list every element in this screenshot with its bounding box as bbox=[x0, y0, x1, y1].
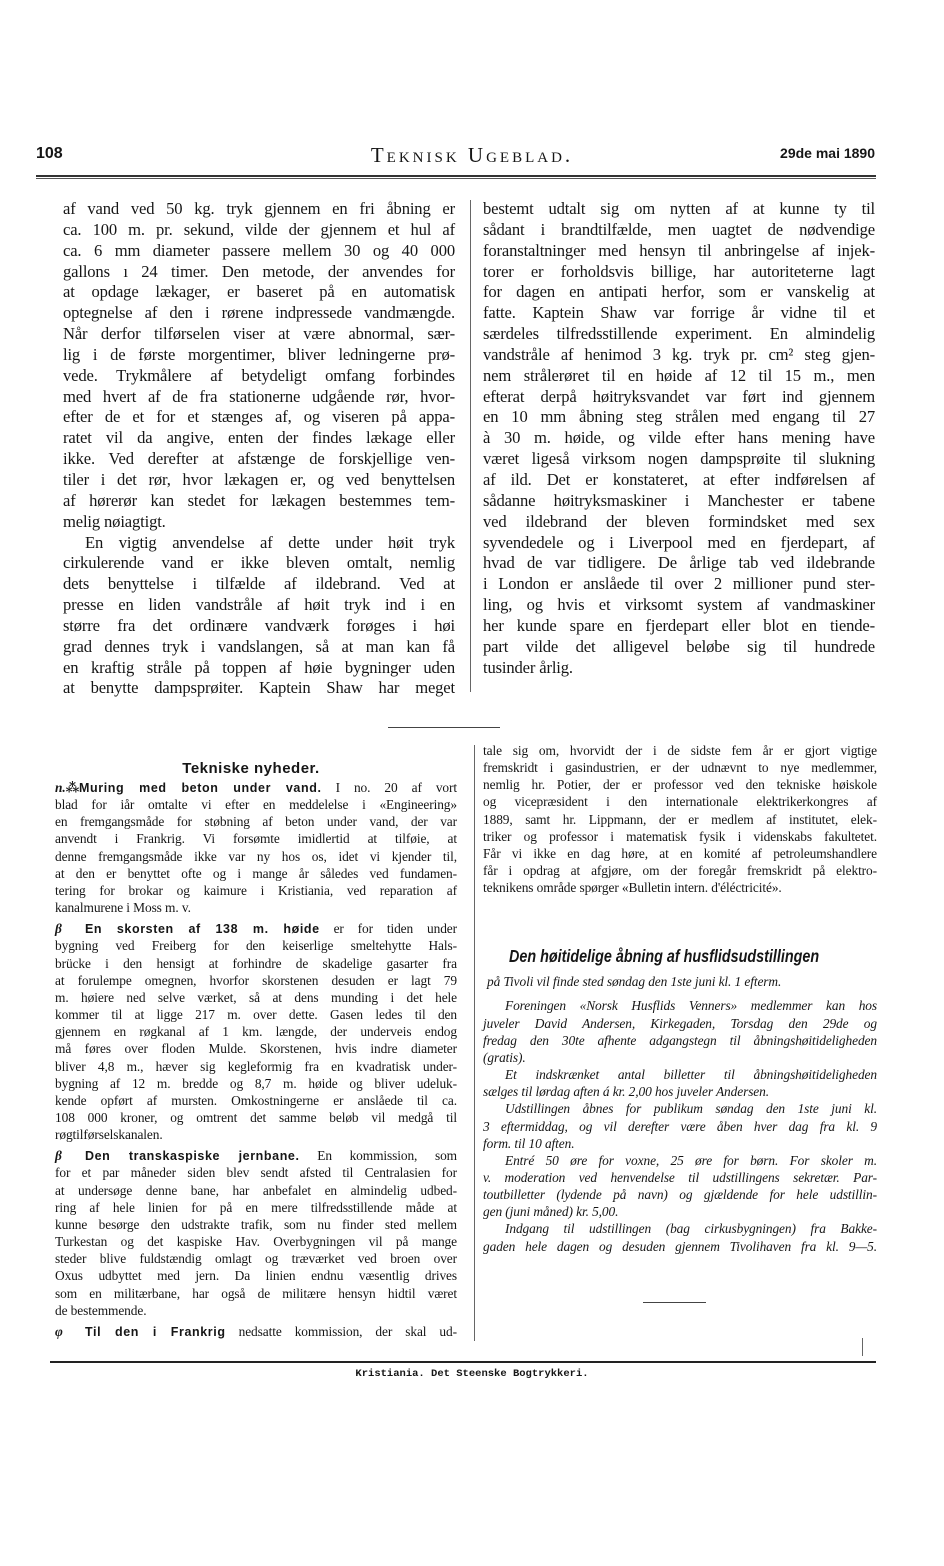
text-line: fredag den 30te afhente adgangstegn til åbningshøitideligheden bbox=[483, 1032, 877, 1048]
text-line: nem strålerøret til en høide af 12 til 15 m., men bbox=[483, 365, 875, 385]
text-line: været ligeså virksom nogen dampsprøite til slukning bbox=[483, 449, 875, 469]
text-line: efter de et for et stænges af, og viseren på appa- bbox=[63, 407, 455, 427]
text-line: af vand ved 50 kg. tryk gjennem en fri åbning er bbox=[63, 199, 455, 218]
text-line: ring af hele linien for på en mere tilfredsstillende måde at bbox=[55, 1199, 457, 1215]
text-line: at benytte dampsprøiter. Kaptein Shaw har meget bbox=[63, 678, 455, 698]
text-line: røgtilførselskanalen. bbox=[55, 1127, 163, 1143]
text-line: i London er anslåede til over 2 millioner pund ster- bbox=[483, 574, 875, 594]
text-line: Et indskrænket antal billetter til åbningshøitideligheden bbox=[505, 1067, 877, 1083]
text-line: ca. 100 m. pr. sekund, vilde der gjennem et hul af bbox=[63, 219, 455, 239]
paragraph bbox=[63, 199, 455, 533]
news-item-first-line bbox=[55, 1323, 457, 1340]
news-items bbox=[55, 779, 457, 1340]
text-line: fremskridt i gasindustrien, er der udnævnt to nye medlemmer, bbox=[483, 760, 877, 776]
text-line: må føres over floden Mulde. Skorstenen, hvis indre diameter bbox=[55, 1041, 457, 1057]
announcement-paragraph bbox=[483, 1100, 877, 1151]
text-line: gjennem en røgkanal af 1 km. længde, der underveis endog bbox=[55, 1024, 457, 1040]
text-line: af ild. Det er konstateret, at efter indførelsen af bbox=[483, 469, 875, 489]
top-right-column bbox=[483, 199, 875, 678]
text-line: form. til 10 aften. bbox=[483, 1135, 575, 1151]
text-line: bestemt udtalt sig om nytten af at kunne ty til bbox=[483, 199, 875, 218]
text-line: En vigtig anvendelse af dette under høit tryk bbox=[85, 532, 455, 552]
text-line: (gratis). bbox=[483, 1049, 526, 1065]
text-line: sådanne høitryksmaskiner i Manchester er tabene bbox=[483, 490, 875, 510]
news-item bbox=[55, 1147, 457, 1319]
news-column bbox=[55, 760, 457, 1340]
text-line: fatte. Kaptein Shaw var forrige år vidne til et bbox=[483, 303, 875, 323]
text-line: brücke i den hensigt at forhindre de skadelige gasarter fra bbox=[55, 955, 457, 971]
printer-imprint: Kristiania. Det Steenske Bogtrykkeri. bbox=[355, 1368, 589, 1380]
text-line: v. moderation ved henvendelse til udstillingens sekretær. Par- bbox=[483, 1169, 877, 1185]
text-line: kunne besørge den udstrakte trafik, som nu finder sted mellem bbox=[55, 1216, 457, 1232]
header-rule bbox=[36, 175, 876, 179]
text-line: de bestemmende. bbox=[55, 1302, 147, 1318]
text-line: kanalmurene i Moss m. v. bbox=[55, 900, 191, 916]
text-line: 108 000 kroner, og omtrent det samme beløb vil medgå til bbox=[55, 1109, 457, 1125]
text-line: dets benyttelse i tilfælde af ildebrand. Ved at bbox=[63, 574, 455, 594]
text-line: for et par måneder siden blev sendt afsted til Centralasien for bbox=[55, 1165, 457, 1181]
announcement-paragraph bbox=[483, 1220, 877, 1254]
text-line: torer er forholdsvis billige, har autoriteterne lagt bbox=[483, 261, 875, 281]
page-number: 108 bbox=[36, 145, 63, 162]
text-line: Får vi ikke en dag høre, at en komité af petroleumshandlere bbox=[483, 845, 877, 861]
text-line: her kunde spare en fjerdepart eller blot en tiende- bbox=[483, 615, 875, 635]
text-line: m. høiere ned selve værket, så at dens munding i det hele bbox=[55, 989, 457, 1005]
text-line: cirkulerende vand er ikke bleven omtalt, nemlig bbox=[63, 553, 455, 573]
text-line: bliver 4,8 m., hæver sig kegleformig fra en kvadratisk under- bbox=[55, 1058, 457, 1074]
text-line: à 30 m. høide, og vilde efter hans mening have bbox=[483, 428, 875, 448]
text-line: tiler i det rør, hvor lækagen er, og ved benyttelsen bbox=[63, 469, 455, 489]
news-item-heading: Den transkaspiske jernbane. bbox=[85, 1149, 300, 1164]
paragraph bbox=[483, 742, 877, 896]
text-line: teknikens område spørger «Bulletin intern. d'éléctricité». bbox=[483, 880, 782, 896]
text-line: 3 eftermiddag, og vil derefter være åben hver dag fra kl. 9 bbox=[483, 1118, 877, 1134]
news-item-heading: En skorsten af 138 m. høide bbox=[85, 922, 320, 937]
text-line: part vilde det alligevel beløbe sig til hundrede bbox=[483, 636, 875, 656]
text-line: nemlig hr. Potier, der er professor ved den tekniske høiskole bbox=[483, 777, 877, 793]
text-line: optegnelse af den i rørene indpressede vandmængde. bbox=[63, 303, 455, 323]
text-line: kommer til at ligge 217 m. over dette. Gasen ledes til den bbox=[55, 1007, 457, 1023]
news-marker: β bbox=[55, 921, 62, 937]
news-item-heading: Muring med beton under vand. bbox=[79, 781, 322, 795]
news-item bbox=[55, 779, 457, 916]
paragraph bbox=[63, 533, 455, 700]
text-line: af hørerør kan stedet for lækagen bestemmes tem- bbox=[63, 490, 455, 510]
text-line: ca. 6 mm diameter passere mellem 30 og 40 000 bbox=[63, 240, 455, 260]
text-line: for dagen en antipati herfor, som er vanskelig at bbox=[483, 282, 875, 302]
announcement-body bbox=[483, 997, 877, 1254]
text-line: 1889, samt hr. Lippmann, der er medlem af institutet, elek- bbox=[483, 811, 877, 827]
text-line: hvad de var tidligere. De årlige tab ved ildebrande bbox=[483, 553, 875, 573]
text-line: lig i de første morgentimer, bliver ledningerne prø- bbox=[63, 344, 455, 364]
announcement-paragraph bbox=[483, 997, 877, 1066]
text-line: sælges til lørdag aften á kr. 2,00 hos juveler Andersen. bbox=[483, 1084, 769, 1100]
text-line: Entré 50 øre for voxne, 25 øre for børn. For skoler m. bbox=[505, 1152, 877, 1168]
top-left-column bbox=[63, 199, 455, 699]
text-line: og vicepræsident i den internationale elektrikerkongres af bbox=[483, 794, 877, 810]
news-item-text: En kommission, som bbox=[317, 1148, 457, 1164]
announcement-divider bbox=[643, 1302, 706, 1303]
text-line: at den er benyttet ofte og i mange år således ved fundamen- bbox=[55, 865, 457, 881]
text-line: denne fremgangsmåde ikke var ny hos os, idet vi kjender til, bbox=[55, 848, 457, 864]
text-line: tale sig om, hvorvidt der i de sidste fem år er gjort vigtige bbox=[483, 743, 877, 758]
news-item bbox=[55, 1323, 457, 1340]
column-rule bbox=[470, 200, 471, 692]
text-line: en fremgangsmåde for støbning af beton under vand, der var bbox=[55, 814, 457, 830]
news-marker: β bbox=[55, 1148, 62, 1164]
margin-mark bbox=[862, 1338, 863, 1356]
text-line: med hvert af de fra stationerne udgående rør, hvor- bbox=[63, 386, 455, 406]
text-line: en kraftig stråle på toppen af høie bygninger uden bbox=[63, 657, 455, 677]
text-line: får i opdrag at afgjøre, om der foregår fremskridt på elektro- bbox=[483, 863, 877, 879]
paragraph bbox=[483, 199, 875, 678]
text-line: juveler David Andersen, Kirkegaden, Torsdag den 29de og bbox=[483, 1015, 877, 1031]
text-line: melig nøiagtigt. bbox=[63, 511, 166, 531]
text-line: blad for iår omtalte vi efter en meddelelse i «Engineering» bbox=[55, 797, 457, 813]
news-item-text: nedsatte kommission, der skal ud- bbox=[238, 1323, 457, 1339]
text-line: særdeles tilfredsstillende experiment. En almindelig bbox=[483, 324, 875, 344]
news-item-first-line bbox=[55, 779, 457, 796]
news-marker: φ bbox=[55, 1323, 63, 1339]
text-line: tusinder årlig. bbox=[483, 657, 573, 677]
news-continuation bbox=[483, 742, 877, 896]
news-section-title: Tekniske nyheder. bbox=[182, 760, 320, 777]
text-line: ved ildebrand der bleven formindsket med sex bbox=[483, 511, 875, 531]
announcement-title: Den høitidelige åbning af husflidsudstillingen bbox=[509, 946, 820, 967]
announcement-paragraph bbox=[483, 1066, 877, 1100]
text-line: Når derfor tilførselen viser at være abnormal, sær- bbox=[63, 324, 455, 344]
footer-rule bbox=[50, 1361, 876, 1363]
text-line: Indgang til udstillingen (bag cirkusbygningen) fra Bakke- bbox=[505, 1221, 877, 1237]
text-line: toutbilletter (lydende på navn) og gjældende for hele udstillin- bbox=[483, 1187, 877, 1203]
news-item-first-line bbox=[55, 1147, 457, 1164]
column-rule-bottom bbox=[474, 745, 475, 1341]
text-line: en 10 mm åbning steg strålen med engang til 27 bbox=[483, 407, 875, 427]
text-line: efterat derpå høitryksvandet var ført ind gjennem bbox=[483, 386, 875, 406]
text-line: triker og professor i matematisk fysik i videnskabs fakultetet. bbox=[483, 828, 877, 844]
text-line: Turkestan og det kaspiske Hav. Overbygningen vil på mange bbox=[55, 1234, 457, 1250]
text-line: syvendedele og i Liverpool med en fjerdepart, af bbox=[483, 532, 875, 552]
text-line: bygning af 12 m. bredde og 8,7 m. høide og bliver udeluk- bbox=[55, 1075, 457, 1091]
announcement-paragraph bbox=[483, 1152, 877, 1221]
announcement-subtitle: på Tivoli vil finde sted søndag den 1ste juni kl. 1 efterm. bbox=[487, 974, 782, 990]
text-line: at opdage lækager, er baseret på en automatisk bbox=[63, 282, 455, 302]
text-line: som en militærbane, har også de militære hensyn hidtil været bbox=[55, 1285, 457, 1301]
news-item-heading: Til den i Frankrig bbox=[85, 1324, 226, 1339]
text-line: gen (juni måned) kr. 5,00. bbox=[483, 1204, 619, 1220]
text-line: Udstillingen åbnes for publikum søndag den 1ste juni kl. bbox=[505, 1101, 877, 1117]
news-continuation-column bbox=[483, 742, 877, 1255]
text-line: at undersøge denne bane, har anbefalet en almindelig udbed- bbox=[55, 1182, 457, 1198]
news-item-first-line bbox=[55, 920, 457, 937]
text-line: vandstråle af henimod 3 kg. tryk pr. cm² steg gjen- bbox=[483, 344, 875, 364]
text-line: ratet vil da angive, enten der findes lækage eller bbox=[63, 428, 455, 448]
newspaper-title: Teknisk Ugeblad. bbox=[370, 143, 574, 167]
news-item bbox=[55, 920, 457, 1143]
issue-date: 29de mai 1890 bbox=[780, 145, 875, 161]
text-line: bygning ved Freiberg for den keiserlige smeltehytte Hals- bbox=[55, 938, 457, 954]
text-line: gaden hele dagen og desuden gjennem Tivolihaven fra kl. 9—5. bbox=[483, 1238, 877, 1254]
text-line: at forulempe omegnen, hvorfor skorstenen desuden er lagt 79 bbox=[55, 972, 457, 988]
section-divider bbox=[388, 727, 500, 728]
text-line: ikke. Ved derefter at afstænge de forskjellige ven- bbox=[63, 449, 455, 469]
text-line: presse en liden vandstråle af høit tryk ind i en bbox=[63, 595, 455, 615]
text-line: større fra det ordinære vandværk forøges i høi bbox=[63, 615, 455, 635]
news-marker: n.⁂ bbox=[55, 780, 80, 795]
text-line: Oxus udbyttet med jern. Da linien endnu væsentlig drives bbox=[55, 1268, 457, 1284]
text-line: steder blive fuldstændig omlagt og træværket ved broen over bbox=[55, 1251, 457, 1267]
text-line: foranstaltninger med hensyn til anbringelse af injek- bbox=[483, 240, 875, 260]
text-line: tering for brokar og kaimure i Kristiania, ved reparation af bbox=[55, 882, 457, 898]
text-line: ling, og hvis et virksomt system af vandmaskiner bbox=[483, 595, 875, 615]
announcement-title-wrap bbox=[483, 945, 877, 973]
text-line: kende opført af mursten. Omkostningerne er anslåede til ca. bbox=[55, 1092, 457, 1108]
text-line: gallons ı 24 timer. Den metode, der anvendes for bbox=[63, 261, 455, 281]
text-line: vede. Trykmålere af betydeligt omfang forbindes bbox=[63, 365, 455, 385]
news-item-text: I no. 20 af vort bbox=[335, 780, 457, 795]
news-item-text: er for tiden under bbox=[333, 921, 457, 937]
text-line: Foreningen «Norsk Husflids Venners» medlemmer kan hos bbox=[505, 998, 877, 1014]
text-line: grad dennes tryk i vandslangen, så at man kan få bbox=[63, 636, 455, 656]
text-line: sådant i brandtilfælde, men uagtet de nødvendige bbox=[483, 219, 875, 239]
text-line: anvendt i Frankrig. Vi forsømte imidlertid at tilføie, at bbox=[55, 831, 457, 847]
